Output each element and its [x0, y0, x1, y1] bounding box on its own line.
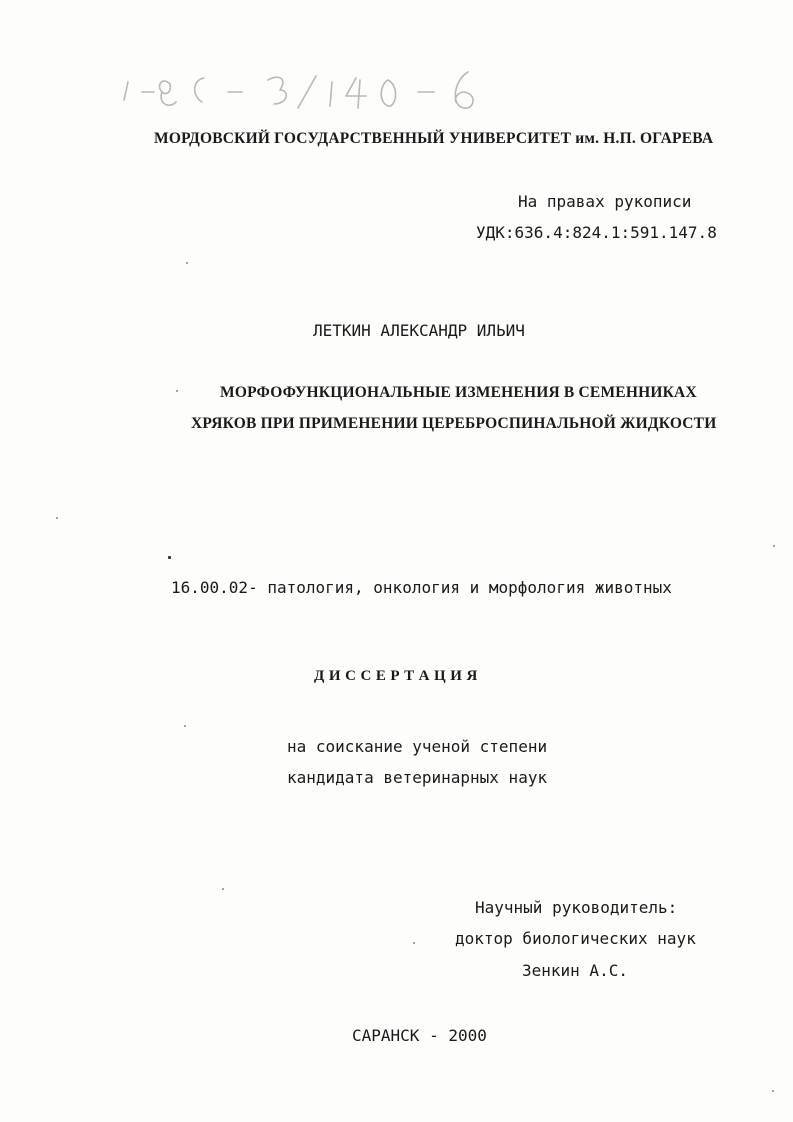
degree-line-1: на соискание ученой степени — [287, 737, 548, 756]
document-type: Д И С С Е Р Т А Ц И Я — [314, 668, 478, 684]
author-name: ЛЕТКИН АЛЕКСАНДР ИЛЬИЧ — [313, 321, 525, 340]
scan-speck — [184, 725, 186, 727]
supervisor-title: доктор биологических наук — [455, 929, 696, 948]
thesis-title-line-2: ХРЯКОВ ПРИ ПРИМЕНЕНИИ ЦЕРЕБРОСПИНАЛЬНОЙ ЖИДКОСТИ — [191, 415, 717, 432]
scan-speck — [413, 942, 415, 944]
scan-speck — [773, 545, 775, 547]
supervisor-name: Зенкин А.С. — [522, 961, 628, 980]
scan-speck — [186, 262, 188, 264]
scan-speck — [222, 888, 224, 890]
degree-line-2: кандидата ветеринарных наук — [287, 768, 548, 787]
udc-code: УДК:636.4:824.1:591.147.8 — [476, 223, 717, 242]
manuscript-rights-note: На правах рукописи — [518, 192, 692, 211]
scan-speck — [176, 390, 178, 392]
handwritten-archive-number — [118, 62, 548, 132]
city-and-year: САРАНСК - 2000 — [352, 1026, 487, 1045]
scan-speck — [168, 556, 171, 559]
scan-speck — [772, 1090, 774, 1092]
thesis-title-line-1: МОРФОФУНКЦИОНАЛЬНЫЕ ИЗМЕНЕНИЯ В СЕМЕННИКАХ — [220, 384, 697, 401]
university-name: МОРДОВСКИЙ ГОСУДАРСТВЕННЫЙ УНИВЕРСИТЕТ им. Н.П. ОГАРЕВА — [154, 130, 714, 147]
specialty-code: 16.00.02- патология, онкология и морфология животных — [171, 578, 672, 597]
scan-speck — [56, 517, 58, 519]
supervisor-label: Научный руководитель: — [475, 898, 678, 917]
